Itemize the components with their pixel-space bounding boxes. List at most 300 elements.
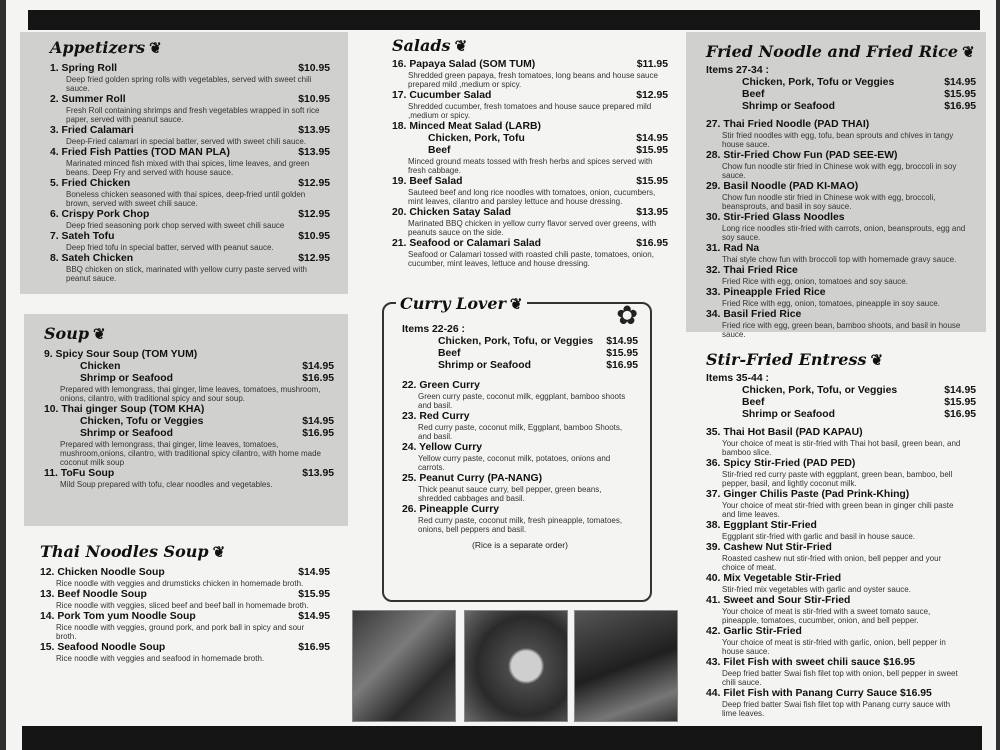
menu-item-price [632, 504, 638, 516]
menu-item [706, 212, 976, 242]
menu-item-price [632, 442, 638, 454]
menu-item-description: Boneless chicken seasoned with thai spices, deep-fried until golden brown, served with sweet chili sauce. [66, 190, 306, 208]
menu-item-name: 44. Filet Fish with Panang Curry Sauce $16.95 [706, 688, 932, 699]
price-option [402, 336, 638, 348]
salads-title: Salads [392, 36, 451, 55]
menu-item [40, 589, 330, 610]
menu-item-price [970, 265, 976, 277]
price-option [706, 101, 976, 113]
menu-item-row [706, 119, 976, 131]
option-name: Shrimp or Seafood [438, 360, 531, 371]
menu-item-name: 33. Pineapple Fried Rice [706, 287, 826, 298]
menu-item [706, 243, 976, 264]
menu-item-row [706, 688, 976, 700]
menu-item-price [970, 458, 976, 470]
menu-item-name: 35. Thai Hot Basil (PAD KAPAU) [706, 427, 863, 438]
menu-item-option [44, 428, 334, 440]
menu-item-name: 36. Spicy Stir-Fried (PAD PED) [706, 458, 856, 469]
menu-item-row [706, 458, 976, 470]
menu-item-description: Thai style chow fun with broccoli top with homemade gravy sauce. [722, 255, 957, 264]
option-name: Chicken, Pork, Tofu, or Veggies [742, 385, 898, 396]
option-price: $14.95 [606, 336, 638, 347]
menu-item [706, 119, 976, 149]
option-price: $15.95 [944, 397, 976, 408]
menu-item [706, 626, 976, 656]
menu-item-name: 19. Beef Salad [392, 176, 463, 187]
bottom-band [22, 726, 982, 750]
menu-item [706, 657, 976, 687]
menu-item-name: 34. Basil Fried Rice [706, 309, 802, 320]
menu-item-description: Thick peanut sauce curry, bell pepper, green beans, shredded cabbages and basil. [418, 485, 602, 503]
option-price: $14.95 [636, 133, 668, 144]
menu-item-name: 3. Fried Calamari [50, 125, 134, 136]
menu-item-price [970, 181, 976, 193]
menu-item-price: $14.95 [298, 611, 330, 622]
menu-item-row [44, 404, 334, 416]
menu-item-description: Rice noodle with veggies, ground pork, and pork ball in spicy and sour broth. [56, 623, 305, 641]
menu-item [706, 688, 976, 718]
menu-item-row [402, 411, 638, 423]
menu-item-name: 11. ToFu Soup [44, 468, 115, 479]
menu-item [50, 253, 330, 283]
menu-item [706, 458, 976, 488]
price-option [706, 89, 976, 101]
menu-item-name: 41. Sweet and Sour Stir-Fried [706, 595, 851, 606]
menu-item-description: Deep fried seasoning pork chop served with sweet chili sauce [66, 221, 285, 230]
option-price: $16.95 [944, 101, 976, 112]
menu-item-row [706, 427, 976, 439]
menu-item-row [706, 489, 976, 501]
menu-item-name: 37. Ginger Chilis Paste (Pad Prink-Khing) [706, 489, 910, 500]
menu-item-description: Stir fried noodles with egg, tofu, bean sprouts and chives in tangy house sauce. [722, 131, 954, 149]
menu-item-price: $13.95 [636, 207, 668, 218]
section-heading [392, 36, 668, 55]
menu-item-description: Fried rice with egg, green bean, bamboo shoots, and basil in house sauce. [722, 321, 961, 339]
menu-item-row [706, 181, 976, 193]
soup-title: Soup [44, 324, 90, 343]
menu-item-price: $10.95 [298, 63, 330, 74]
menu-item-price [328, 349, 334, 361]
curry-items-header: Items 22-26 : [402, 324, 465, 335]
fried-noodle-title: Fried Noodle and Fried Rice [706, 42, 959, 61]
price-option [402, 360, 638, 372]
menu-item-name: 27. Thai Fried Noodle (PAD THAI) [706, 119, 870, 130]
menu-item-row [706, 212, 976, 224]
option-price: $14.95 [302, 361, 334, 372]
option-name: Chicken, Pork, Tofu, or Veggies [438, 336, 594, 347]
menu-item-price [632, 411, 638, 423]
menu-item-description: Sauteed beef and long rice noodles with tomatoes, onion, cucumbers, mint leaves, cilantro and parsley lettuce and house dressing. [408, 188, 656, 206]
menu-item-row [706, 657, 976, 669]
menu-item [392, 207, 668, 237]
option-name: Beef [742, 397, 765, 408]
menu-item-name: 38. Eggplant Stir-Fried [706, 520, 817, 531]
menu-item-name: 28. Stir-Fried Chow Fun (PAD SEE-EW) [706, 150, 898, 161]
menu-item-row [392, 176, 668, 188]
menu-item-description: Your choice of meat stir-fried with green bean in ginger chili paste and lime leaves. [722, 501, 954, 519]
price-option [706, 385, 976, 397]
menu-item [706, 150, 976, 180]
menu-item-description: Rice noodle with veggies, sliced beef and beef ball in homemade broth. [56, 601, 309, 610]
menu-item-row [706, 243, 976, 255]
menu-item-price [970, 542, 976, 554]
menu-item-name: 7. Sateh Tofu [50, 231, 115, 242]
stir-fried-options [706, 385, 976, 421]
food-photo-fried-rice [464, 610, 568, 722]
menu-item-name: 29. Basil Noodle (PAD KI-MAO) [706, 181, 859, 192]
menu-item-price [970, 520, 976, 532]
menu-item-name: 12. Chicken Noodle Soup [40, 567, 165, 578]
option-name: Shrimp or Seafood [742, 409, 835, 420]
menu-item-name: 25. Peanut Curry (PA-NANG) [402, 473, 543, 484]
menu-item-price [970, 309, 976, 321]
appetizers-title: Appetizers [50, 38, 146, 57]
menu-item-description: Deep fried batter Swai fish filet top with Panang curry sauce with lime leaves. [722, 700, 951, 718]
menu-item [44, 349, 334, 403]
option-name: Shrimp or Seafood [80, 428, 173, 439]
menu-item-description: Yellow curry paste, coconut milk, potatoes, onions and carrots. [418, 454, 611, 472]
section-heading [396, 294, 527, 313]
menu-item-row [402, 442, 638, 454]
fried-noodle-options [706, 77, 976, 113]
menu-item-description: BBQ chicken on stick, marinated with yellow curry paste served with peanut sauce. [66, 265, 307, 283]
menu-item-description: Stir-fried red curry paste with eggplant, green bean, bamboo, bell pepper, basil, and lightly coconut milk. [722, 470, 953, 488]
option-name: Beef [428, 145, 451, 156]
menu-item-price [970, 626, 976, 638]
menu-item-name: 14. Pork Tom yum Noodle Soup [40, 611, 196, 622]
menu-item [50, 178, 330, 208]
menu-item [50, 125, 330, 146]
menu-item-option [392, 133, 668, 145]
option-name: Shrimp or Seafood [742, 101, 835, 112]
menu-item-price [970, 212, 976, 224]
menu-item-row [44, 468, 334, 480]
menu-item-row [392, 90, 668, 102]
menu-item-row [40, 567, 330, 579]
menu-item-description: Stir-fried mix vegetables with garlic and oyster sauce. [722, 585, 911, 594]
menu-item-row [50, 178, 330, 190]
menu-item-price [970, 657, 976, 669]
menu-item [50, 209, 330, 230]
menu-item-description: Prepared with lemongrass, thai ginger, lime leaves, tomatoes, mushroom,onions, cilantro, with traditional spicy cilantro, with home made coconut milk soup [60, 440, 322, 467]
menu-item-name: 32. Thai Fried Rice [706, 265, 798, 276]
menu-item [40, 611, 330, 641]
menu-item-name: 17. Cucumber Salad [392, 90, 492, 101]
option-name: Beef [438, 348, 461, 359]
option-price: $16.95 [302, 373, 334, 384]
soup-list [44, 349, 334, 489]
menu-item [402, 380, 638, 410]
menu-item-price: $10.95 [298, 94, 330, 105]
menu-item-name: 31. Rad Na [706, 243, 760, 254]
fried-noodle-section [686, 32, 986, 339]
leaf-ornament-icon: ❦ [149, 38, 162, 57]
menu-item-description: Roasted cashew nut stir-fried with onion, bell pepper and your choice of meat. [722, 554, 942, 572]
menu-item-name: 26. Pineapple Curry [402, 504, 500, 515]
top-band [28, 10, 980, 30]
option-price: $14.95 [302, 416, 334, 427]
price-option [706, 397, 976, 409]
menu-item-price [970, 427, 976, 439]
menu-item-name: 8. Sateh Chicken [50, 253, 134, 264]
menu-item-row [706, 595, 976, 607]
menu-item-price: $12.95 [298, 253, 330, 264]
menu-item-description: Mild Soup prepared with tofu, clear noodles and vegetables. [60, 480, 273, 489]
menu-item-row [40, 589, 330, 601]
menu-item-description: Long rice noodles stir-fried with carrots, onion, beansprouts, egg and soy sauce. [722, 224, 966, 242]
menu-item [706, 427, 976, 457]
price-option [402, 348, 638, 360]
menu-item-name: 4. Fried Fish Patties (TOD MAN PLA) [50, 147, 230, 158]
menu-item-row [50, 125, 330, 137]
menu-item-description: Prepared with lemongrass, thai ginger, lime leaves, tomatoes, mushroom, onions, cilantro, with traditional spicy and sour soup. [60, 385, 321, 403]
menu-item-price [970, 119, 976, 131]
option-name: Chicken, Pork, Tofu [428, 133, 525, 144]
hibiscus-flower-icon: ✿ [616, 300, 638, 330]
menu-item [706, 489, 976, 519]
menu-item-option [392, 145, 668, 157]
menu-item-description: Red curry paste, coconut milk, Eggplant, bamboo Shoots, and basil. [418, 423, 623, 441]
stir-fried-list [706, 427, 976, 718]
menu-item-description: Your choice of meat is stir-fried with garlic, onion, bell pepper in house sauce. [722, 638, 946, 656]
menu-item [402, 473, 638, 503]
option-name: Shrimp or Seafood [80, 373, 173, 384]
menu-item-description: Seafood or Calamari tossed with roasted chili paste, tomatoes, onion, cucumber, mint leaves, lettuce and house dressing. [408, 250, 654, 268]
option-price: $15.95 [944, 89, 976, 100]
leaf-ornament-icon: ❦ [962, 42, 975, 61]
option-price: $15.95 [606, 348, 638, 359]
menu-item [402, 442, 638, 472]
menu-item-price: $14.95 [298, 567, 330, 578]
menu-item-description: Fresh Roll containing shrimps and fresh vegetables wrapped in soft rice paper, served with peanut sauce. [66, 106, 320, 124]
section-heading [44, 324, 334, 343]
salads-list [392, 59, 668, 268]
menu-item-row [706, 626, 976, 638]
menu-item-price: $13.95 [298, 125, 330, 136]
menu-item-name: 24. Yellow Curry [402, 442, 483, 453]
rice-note: (Rice is a separate order) [472, 540, 568, 550]
menu-item-price [662, 121, 668, 133]
menu-item-price [970, 489, 976, 501]
menu-item-row [40, 642, 330, 654]
menu-item-price: $15.95 [636, 176, 668, 187]
soup-section [24, 314, 348, 526]
menu-item-description: Red curry paste, coconut milk, fresh pineapple, tomatoes, onions, bell peppers and basil. [418, 516, 623, 534]
menu-item [392, 90, 668, 120]
menu-item-description: Chow fun noodle stir fried in Chinese wok with egg, broccoli, beansprouts, and basil in soy sauce. [722, 193, 936, 211]
menu-item-row [402, 473, 638, 485]
left-column [20, 32, 348, 726]
menu-item-option [44, 361, 334, 373]
price-option [706, 77, 976, 89]
menu-item-row [50, 94, 330, 106]
leaf-ornament-icon: ❦ [93, 324, 106, 343]
noodle-soup-section [20, 542, 348, 726]
menu-item-name: 18. Minced Meat Salad (LARB) [392, 121, 541, 132]
menu-item-description: Eggplant stir-fried with garlic and basil in house sauce. [722, 532, 915, 541]
menu-item [706, 573, 976, 594]
menu-item [706, 520, 976, 541]
menu-item-description: Shredded green papaya, fresh tomatoes, long beans and house sauce prepared mild ,medium or spicy. [408, 71, 658, 89]
menu-item-price: $12.95 [298, 209, 330, 220]
menu-item-description: Deep-Fried calamari in special batter, served with sweet chili sauce. [66, 137, 307, 146]
menu-item-name: 2. Summer Roll [50, 94, 126, 105]
section-heading [706, 350, 976, 369]
menu-item-row [706, 520, 976, 532]
menu-item [706, 181, 976, 211]
menu-item [50, 94, 330, 124]
option-price: $14.95 [944, 385, 976, 396]
menu-item-description: Minced ground meats tossed with fresh herbs and spices served with fresh cabbage. [408, 157, 653, 175]
menu-item-row [392, 207, 668, 219]
menu-item-price: $12.95 [298, 178, 330, 189]
leaf-ornament-icon: ❦ [870, 350, 884, 369]
menu-item-price: $15.95 [298, 589, 330, 600]
menu-item [40, 567, 330, 588]
middle-column [352, 32, 682, 726]
menu-item [706, 287, 976, 308]
option-name: Beef [742, 89, 765, 100]
menu-item-row [706, 573, 976, 585]
section-heading [706, 42, 976, 61]
menu-item-name: 40. Mix Vegetable Stir-Fried [706, 573, 842, 584]
option-price: $15.95 [636, 145, 668, 156]
menu-item-row [706, 150, 976, 162]
appetizers-section [20, 32, 348, 294]
menu-item-name: 6. Crispy Pork Chop [50, 209, 150, 220]
menu-item-row [706, 542, 976, 554]
menu-item-description: Shredded cucumber, fresh tomatoes and house sauce prepared mild ,medium or spicy. [408, 102, 652, 120]
salads-section [352, 36, 682, 269]
option-price: $16.95 [944, 409, 976, 420]
menu-item-price [970, 150, 976, 162]
menu-item-name: 20. Chicken Satay Salad [392, 207, 511, 218]
menu-item-name: 1. Spring Roll [50, 63, 117, 74]
menu-item-price: $12.95 [636, 90, 668, 101]
menu-item-row [402, 504, 638, 516]
menu-item-row [50, 209, 330, 221]
menu-item [392, 121, 668, 175]
menu-item-description: Green curry paste, coconut milk, eggplant, bamboo shoots and basil. [418, 392, 626, 410]
option-name: Chicken, Tofu or Veggies [80, 416, 204, 427]
leaf-ornament-icon: ❦ [212, 542, 226, 561]
option-name: Chicken, Pork, Tofu or Veggies [742, 77, 895, 88]
menu-item-name: 23. Red Curry [402, 411, 470, 422]
option-name: Chicken [80, 361, 121, 372]
menu-item-row [392, 238, 668, 250]
menu-item-price: $16.95 [636, 238, 668, 249]
menu-item-description: Rice noodle with veggies and drumsticks chicken in homemade broth. [56, 579, 304, 588]
menu-item-name: 39. Cashew Nut Stir-Fried [706, 542, 832, 553]
option-price: $16.95 [302, 428, 334, 439]
right-column [686, 32, 986, 726]
curry-box [382, 294, 652, 602]
price-option [706, 409, 976, 421]
menu-item-description: Marinated BBQ chicken in yellow curry flavor served over greens, with peanuts sauce on the side. [408, 219, 657, 237]
menu-item [44, 468, 334, 489]
menu-item-row [706, 287, 976, 299]
menu-item-row [706, 309, 976, 321]
menu-item-row [50, 147, 330, 159]
menu-item-price [970, 573, 976, 585]
menu-item-description: Fried Rice with egg, onion, tomatoes, pineapple in soy sauce. [722, 299, 940, 308]
menu-item-row [402, 380, 638, 392]
menu-item-row [40, 611, 330, 623]
menu-item-description: Your choice of meat is stir-fried with Thai hot basil, green bean, and bamboo slice. [722, 439, 961, 457]
stir-fried-items-header: Items 35-44 : [706, 373, 769, 384]
menu-item [392, 176, 668, 206]
curry-title: Curry Lover [400, 294, 506, 313]
appetizers-list [50, 63, 330, 283]
menu-item-description: Marinated minced fish mixed with thai spices, lime leaves, and green beans. Deep Fry and served with house sauce. [66, 159, 310, 177]
menu-item [706, 542, 976, 572]
menu-item-option [44, 373, 334, 385]
menu-item-name: 22. Green Curry [402, 380, 480, 391]
menu-item-row [50, 253, 330, 265]
menu-item-description: Deep fried golden spring rolls with vegetables, served with sweet chili sauce. [66, 75, 312, 93]
noodle-soup-title: Thai Noodles Soup [40, 542, 209, 561]
menu-item-row [50, 231, 330, 243]
menu-item-row [44, 349, 334, 361]
menu-item-name: 30. Stir-Fried Glass Noodles [706, 212, 845, 223]
leaf-ornament-icon: ❦ [454, 36, 468, 55]
menu-item-name: 10. Thai ginger Soup (TOM KHA) [44, 404, 205, 415]
menu-item [40, 642, 330, 663]
menu-item-name: 9. Spicy Sour Soup (TOM YUM) [44, 349, 198, 360]
menu-item-name: 21. Seafood or Calamari Salad [392, 238, 541, 249]
menu-item-price [632, 473, 638, 485]
menu-item-price [970, 688, 976, 700]
menu-item [392, 238, 668, 268]
menu-item-option [44, 416, 334, 428]
menu-item-row [50, 63, 330, 75]
menu-item-description: Fried Rice with egg, onion, tomatoes and soy sauce. [722, 277, 908, 286]
menu-item-price [970, 287, 976, 299]
menu-item-name: 13. Beef Noodle Soup [40, 589, 147, 600]
menu-item-row [392, 121, 668, 133]
menu-page [6, 0, 996, 750]
menu-item-price: $11.95 [636, 59, 668, 70]
menu-item-price: $13.95 [302, 468, 334, 479]
menu-item-description: Deep fried tofu in special batter, served with peanut sauce. [66, 243, 274, 252]
menu-item-price: $16.95 [298, 642, 330, 653]
curry-options [402, 336, 638, 372]
menu-item-name: 15. Seafood Noodle Soup [40, 642, 166, 653]
menu-item [50, 63, 330, 93]
menu-item-description: Your choice of meat is stir-fried with a sweet tomato sauce, pineapple, tomatoes, cucumber, onion, and bell pepper. [722, 607, 931, 625]
menu-item-price: $10.95 [298, 231, 330, 242]
menu-item [706, 595, 976, 625]
menu-item [50, 231, 330, 252]
menu-item [402, 411, 638, 441]
menu-item [392, 59, 668, 89]
menu-item-row [706, 265, 976, 277]
option-price: $16.95 [606, 360, 638, 371]
menu-item-name: 5. Fried Chicken [50, 178, 131, 189]
noodle-soup-list [40, 567, 330, 663]
curry-list [402, 380, 638, 534]
menu-item-row [392, 59, 668, 71]
menu-item-price [970, 243, 976, 255]
section-heading [40, 542, 330, 561]
menu-item-name: 16. Papaya Salad (SOM TUM) [392, 59, 536, 70]
food-photo-stir-fry [574, 610, 678, 722]
menu-item-price [970, 595, 976, 607]
fried-noodle-items-header: Items 27-34 : [706, 65, 769, 76]
food-photo-noodles [352, 610, 456, 722]
menu-item-description: Deep fried batter Swai fish filet top with onion, bell pepper in sweet chili sauce. [722, 669, 958, 687]
menu-item [402, 504, 638, 534]
